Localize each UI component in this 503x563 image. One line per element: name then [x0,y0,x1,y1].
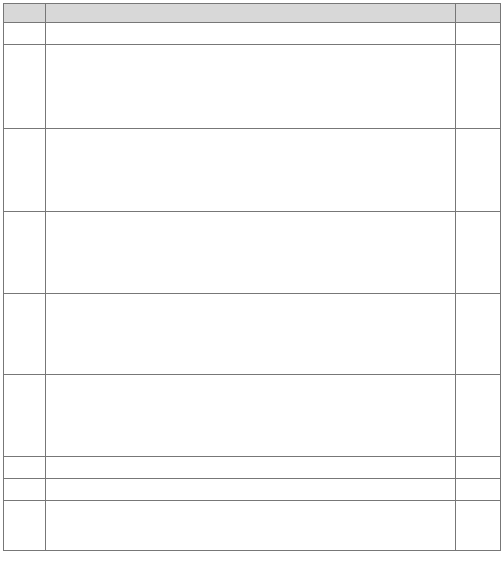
header-blank [4,4,46,23]
question-number [4,45,46,129]
question-cell [46,129,456,212]
question-marks [456,294,501,375]
question-number [4,129,46,212]
instruction-row [4,23,501,45]
question-number [4,294,46,375]
question-row-q6 [4,501,501,551]
question-number [4,501,46,551]
question-row [4,375,501,457]
question-marks [456,375,501,457]
question-marks [456,501,501,551]
question-marks [456,212,501,294]
question-cell [46,45,456,129]
header-questions [46,4,456,23]
question-row [4,129,501,212]
question-marks [456,129,501,212]
spacer-row [4,457,501,479]
question-number [4,212,46,294]
header-marks [456,4,501,23]
worksheet-table [3,3,501,551]
question-cell [46,212,456,294]
short-answer-row [4,479,501,501]
question-row [4,294,501,375]
question-row [4,212,501,294]
question-cell [46,501,456,551]
question-cell [46,294,456,375]
question-cell [46,375,456,457]
question-row [4,45,501,129]
question-number [4,375,46,457]
question-marks [456,45,501,129]
header-row [4,4,501,23]
